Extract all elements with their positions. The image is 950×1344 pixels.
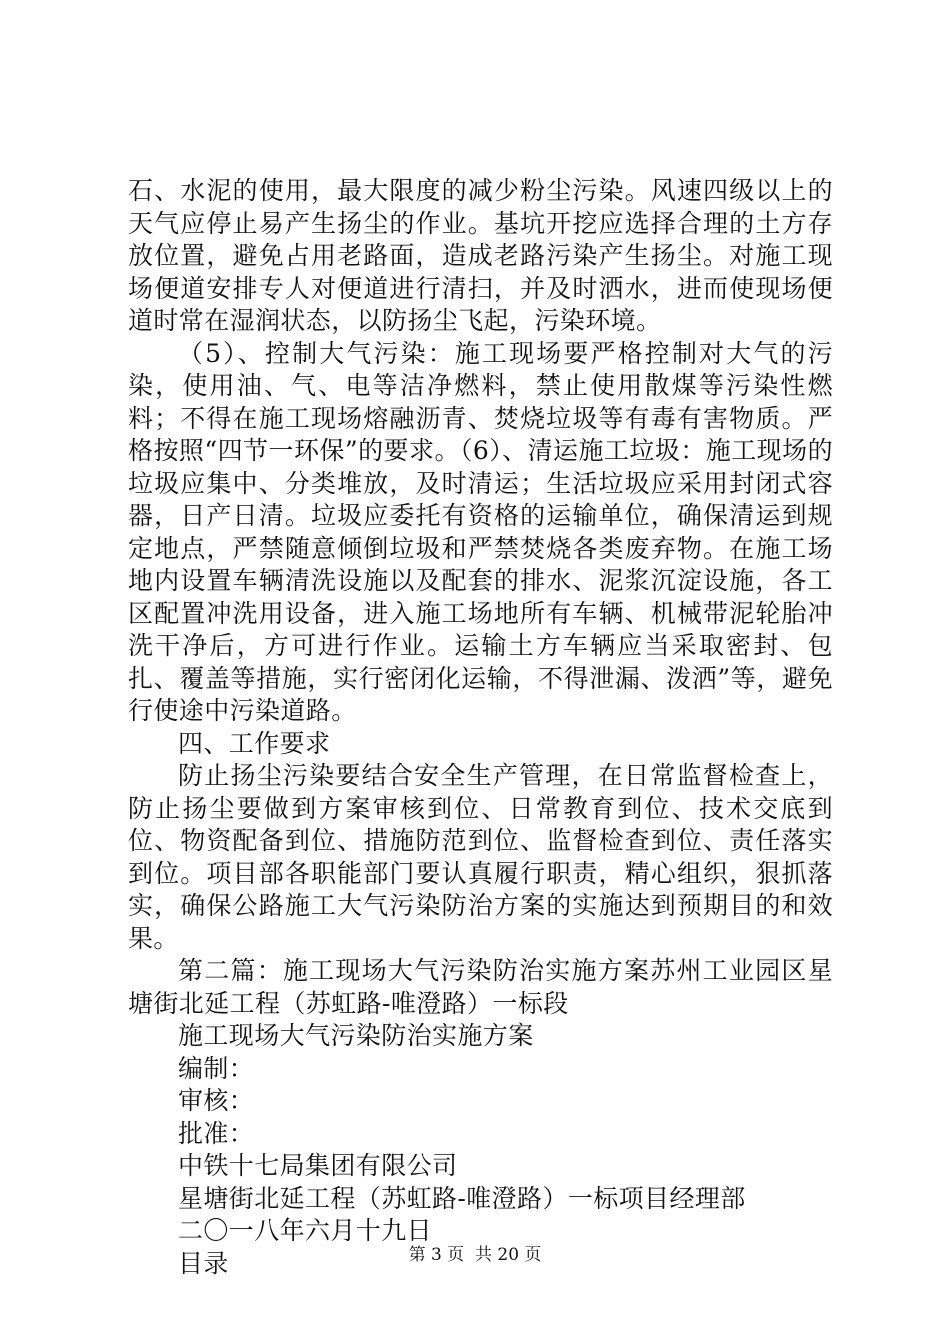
document-body xyxy=(128,175,833,1280)
project-department: 星塘街北延工程（苏虹路-唯澄路）一标项目经理部 xyxy=(178,1183,746,1213)
paragraph-work-requirements: 防止扬尘污染要结合安全生产管理，在日常监督检查上，防止扬尘要做到方案审核到位、日常教育到位、技术交底到位、物资配备到位、措施防范到位、监督检查到位、责任落实到位。项目部各职能部门要认真履行职责，精心组织，狠抓落实，确保公路施工大气污染防治方案的实施达到预期目的和效果。 xyxy=(128,761,833,953)
table-of-contents-heading: 目录 xyxy=(178,1248,229,1278)
document-date: 二〇一八年六月十九日 xyxy=(178,1216,433,1245)
reviewed-by-label: 审核： xyxy=(178,1086,255,1115)
paragraph-dust-control: 石、水泥的使用，最大限度的减少粉尘污染。风速四级以上的天气应停止易产生扬尘的作业。基坑开挖应选择合理的土方存放位置，避免占用老路面，造成老路污染产生扬尘。对施工现场便道安排专人对便道进行清扫，并及时洒水，进而使现场便道时常在湿润状态，以防扬尘飞起，污染环境。 xyxy=(128,176,833,335)
section-heading-work-requirements: 四、工作要求 xyxy=(178,728,331,758)
page-number-label: 第 3 页 共 20 页 xyxy=(408,1245,542,1265)
prepared-by-label: 编制： xyxy=(178,1053,255,1083)
approved-by-label: 批准： xyxy=(178,1118,255,1148)
plan-title: 施工现场大气污染防治实施方案 xyxy=(178,1021,534,1050)
page-footer xyxy=(0,1244,950,1266)
company-name: 中铁十七局集团有限公司 xyxy=(178,1151,458,1180)
paragraph-air-pollution-control: （5）、控制大气污染：施工现场要严格控制对大气的污染，使用油、气、电等洁净燃料，禁止使用散煤等污染性燃料；不得在施工现场熔融沥青、焚烧垃圾等有毒有害物质。严格按照“四节一环保”的要求。（6）、清运施工垃圾：施工现场的垃圾应集中、分类堆放，及时清运；生活垃圾应采用封闭式容器，日产日清。垃圾应委托有资格的运输单位，确保清运到规定地点，严禁随意倾倒垃圾和严禁焚烧各类废弃物。在施工场地内设置车辆清洗设施以及配套的排水、泥浆沉淀设施，各工区配置冲洗用设备，进入施工场地所有车辆、机械带泥轮胎冲洗干净后，方可进行作业。运输土方车辆应当采取密封、包扎、覆盖等措施，实行密闭化运输，不得泄漏、泼洒”等，避免行使途中污染道路。 xyxy=(128,338,833,725)
paragraph-second-part-title: 第二篇：施工现场大气污染防治实施方案苏州工业园区星塘街北延工程（苏虹路-唯澄路）一标段 xyxy=(128,956,833,1018)
